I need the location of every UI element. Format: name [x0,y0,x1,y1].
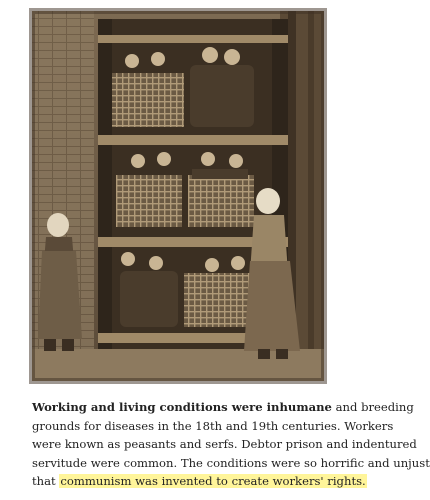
caption-bold-lead: Working and living conditions were inhumane [32,400,332,414]
caption-line-1 [32,398,414,417]
caption-line-4: servitude were common. The conditions were so horrific and unjust [32,455,430,470]
caption-line-5-pre: that [32,474,60,489]
photo-miners-elevator [32,11,324,381]
caption-line-1-rest: and breeding [331,400,414,414]
caption-paragraph [32,398,430,491]
caption-line-5 [32,472,394,491]
caption-line-2: grounds for diseases in the 18th and 19th centuries. Workers [32,418,394,433]
caption-highlight: communism was invented to create workers' rights. [60,474,366,489]
historic-photo [32,11,324,381]
caption-line-3: were known as peasants and serfs. Debtor prison and indentured [32,437,417,452]
